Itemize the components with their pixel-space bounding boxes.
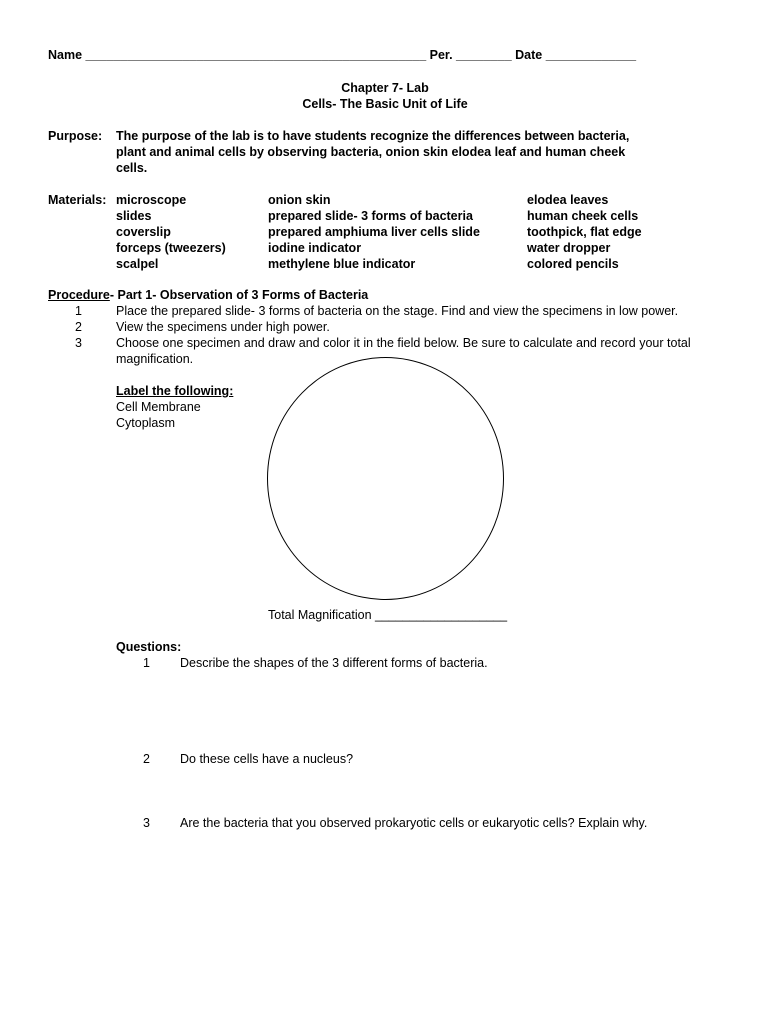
questions-heading: Questions: <box>116 640 182 654</box>
purpose-line: plant and animal cells by observing bacteria, onion skin elodea leaf and human cheek <box>116 145 626 159</box>
material-item: scalpel <box>116 257 159 271</box>
material-item: prepared amphiuma liver cells slide <box>268 225 480 239</box>
chapter-title: Chapter 7- Lab <box>341 81 429 95</box>
material-item: prepared slide- 3 forms of bacteria <box>268 209 473 223</box>
question-text: Describe the shapes of the 3 different forms of bacteria. <box>180 656 488 670</box>
microscope-field-circle[interactable] <box>267 357 504 600</box>
question-text: Do these cells have a nucleus? <box>180 752 354 766</box>
material-item: colored pencils <box>527 257 619 271</box>
lab-title: Cells- The Basic Unit of Life <box>302 97 468 111</box>
material-item: water dropper <box>527 241 611 255</box>
purpose-label: Purpose: <box>48 129 103 143</box>
material-item: microscope <box>116 193 187 207</box>
material-item: onion skin <box>268 193 331 207</box>
step-number: 1 <box>75 304 82 318</box>
step-text: View the specimens under high power. <box>116 320 330 334</box>
step-text-continued: magnification. <box>116 352 194 366</box>
procedure-label: Procedure <box>48 288 110 302</box>
step-text: Choose one specimen and draw and color it in the field below. Be sure to calculate and record your total <box>116 336 691 350</box>
material-item: human cheek cells <box>527 209 639 223</box>
procedure-part-title: - Part 1- Observation of 3 Forms of Bacteria <box>109 288 369 302</box>
total-magnification-line: Total Magnification ___________________ <box>268 608 508 622</box>
question-number: 3 <box>143 816 150 830</box>
material-item: forceps (tweezers) <box>116 241 226 255</box>
material-item: slides <box>116 209 152 223</box>
name-per-date-line: Name _________________________________________________ Per. ________ Date _____________ <box>48 48 637 62</box>
purpose-line: cells. <box>116 161 148 175</box>
material-item: toothpick, flat edge <box>527 225 642 239</box>
question-number: 2 <box>143 752 150 766</box>
label-item: Cytoplasm <box>116 416 176 430</box>
step-number: 2 <box>75 320 82 334</box>
question-text: Are the bacteria that you observed prokaryotic cells or eukaryotic cells? Explain why. <box>180 816 648 830</box>
purpose-line: The purpose of the lab is to have students recognize the differences between bacteria, <box>116 129 630 143</box>
label-heading: Label the following: <box>116 384 234 398</box>
materials-label: Materials: <box>48 193 107 207</box>
material-item: iodine indicator <box>268 241 362 255</box>
question-number: 1 <box>143 656 150 670</box>
procedure-heading <box>48 287 368 303</box>
material-item: methylene blue indicator <box>268 257 416 271</box>
material-item: elodea leaves <box>527 193 609 207</box>
step-number: 3 <box>75 336 82 350</box>
step-text: Place the prepared slide- 3 forms of bacteria on the stage. Find and view the specimens in low power. <box>116 304 679 318</box>
material-item: coverslip <box>116 225 171 239</box>
label-item: Cell Membrane <box>116 400 201 414</box>
